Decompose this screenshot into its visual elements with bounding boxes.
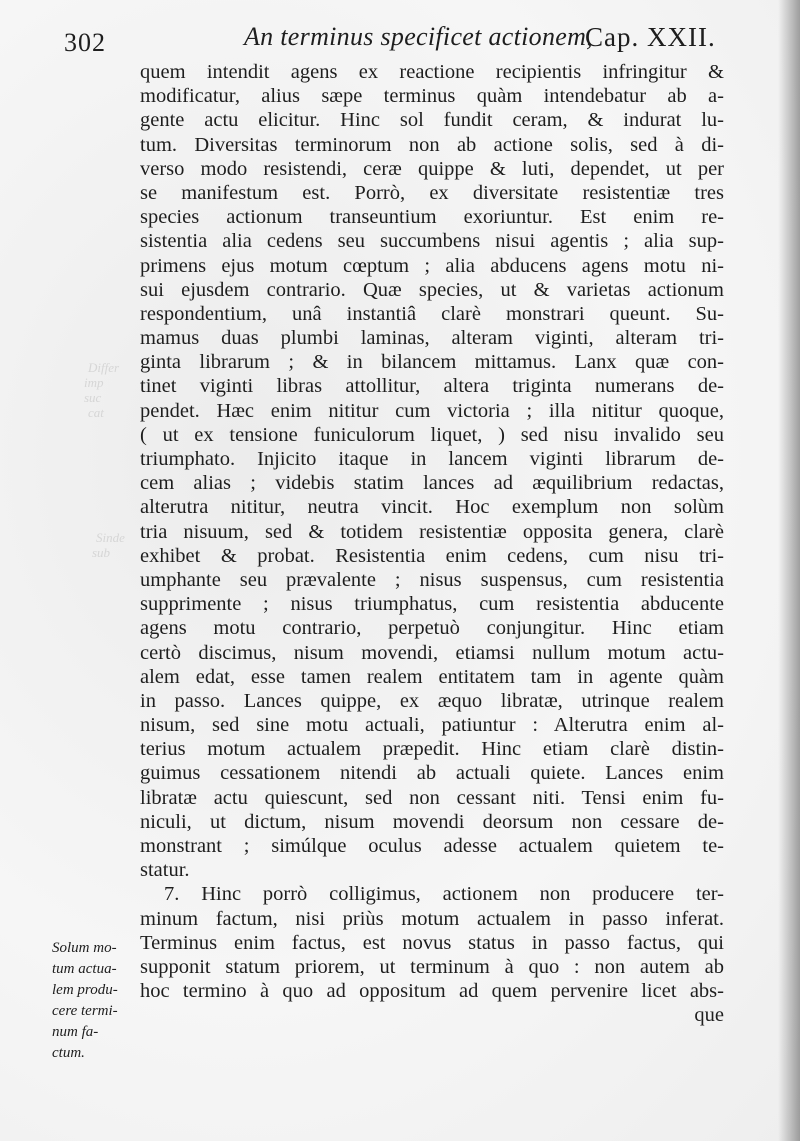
text-line: modificatur, alius sæpe terminus quàm intendebatur ab a-: [140, 85, 724, 108]
text-line: alterutra nititur, neutra vincit. Hoc exemplum non solùm: [140, 496, 724, 519]
text-line: species actionum transeuntium exoriuntur. Est enim re-: [140, 206, 724, 229]
page-number: 302: [64, 28, 106, 57]
text-line: Terminus enim factus, est novus status in passo factus, qui: [140, 931, 724, 954]
text-line: hoc termino à quo ad oppositum ad quem pervenire licet abs-: [140, 980, 724, 1003]
text-line: libratæ actu quiescunt, sed non cessant niti. Tensi enim fu-: [140, 786, 724, 809]
page-header: [0, 18, 800, 58]
text-line: niculi, ut dictum, nisum movendi deorsum non cessare de-: [140, 810, 724, 833]
chapter-heading: Cap. XXII.: [585, 22, 716, 52]
text-line: terius motum actualem præpedit. Hinc etiam clarè distin-: [140, 738, 724, 761]
paragraph-start-line: 7. Hinc porrò colligimus, actionem non producere ter-: [164, 883, 724, 906]
text-line: ( ut ex tensione funiculorum liquet, ) sed nisu invalido seu: [140, 423, 724, 446]
text-line: primens ejus motum cœptum ; alia abducens agens motu ni-: [140, 254, 724, 277]
margin-note-line: Solum mo-: [52, 940, 117, 956]
text-line: monstrant ; simúlque oculus adesse actualem quietem te-: [140, 835, 724, 857]
text-line: tum. Diversitas terminorum non ab actione solis, sed à di-: [140, 133, 724, 156]
text-line: ginta librarum ; & in bilancem mittamus. Lanx quæ con-: [140, 351, 724, 374]
text-line: se manifestum est. Porrò, ex diversitate resistentiæ tres: [140, 181, 724, 204]
text-line: sistentia alia cedens seu succumbens nisui agentis ; alia sup-: [140, 230, 724, 253]
text-line: sui ejusdem contrario. Quæ species, ut & varietas actionum: [140, 278, 724, 301]
text-line: in passo. Lances quippe, ex æquo libratæ, utrinque realem: [140, 689, 724, 712]
text-line: minum factum, nisi priùs motum actualem in passo inferat.: [140, 907, 724, 930]
margin-note-line: tum actua-: [52, 961, 117, 977]
text-line: gente actu elicitur. Hinc sol fundit ceram, & indurat lu-: [140, 109, 724, 132]
catchword: que: [694, 1004, 724, 1027]
text-line: nisum, sed sine motu actuali, patiuntur : Alterutra enim al-: [140, 714, 724, 737]
margin-note-line: cere termi-: [52, 1003, 118, 1019]
bleed-through-text: Sinde: [96, 530, 125, 545]
text-line: supponit statum priorem, ut terminum à quo : non autem ab: [140, 955, 724, 978]
text-line: mamus duas plumbi laminas, alteram viginti, alteram tri-: [140, 327, 724, 350]
bleed-through-text: imp: [84, 375, 104, 390]
text-line: verso modo resistendi, ceræ quippe & luti, dependet, ut per: [140, 157, 724, 180]
margin-note-line: lem produ-: [52, 982, 118, 998]
margin-note: [52, 938, 148, 1064]
text-line: tria nisuum, sed & totidem resistentiæ opposita genera, clarè: [140, 520, 724, 543]
text-line: guimus cessationem nitendi ab actuali quiete. Lances enim: [140, 762, 724, 785]
text-line: umphante seu prævalente ; nisus suspensus, cum resistentia: [140, 568, 724, 591]
margin-note-line: num fa-: [52, 1024, 99, 1040]
text-line: quem intendit agens ex reactione recipientis infringitur &: [140, 61, 724, 83]
text-line: tinet viginti libras attollitur, altera triginta numerans de-: [140, 375, 724, 398]
text-line: alem edat, esse tamen realem entitatem tam in agente quàm: [140, 665, 724, 688]
running-head: An terminus specificet actionem,: [244, 22, 593, 51]
text-line: agens motu contrario, perpetuò conjungitur. Hinc etiam: [140, 617, 724, 640]
text-line: certò discimus, nisum movendi, etiamsi nullum motum actu-: [140, 641, 724, 664]
text-line: cem alias ; videbis statim lances ad æquilibrium redactas,: [140, 472, 724, 495]
bleed-through-text: suc: [84, 390, 102, 405]
margin-note-line: ctum.: [52, 1045, 85, 1061]
text-line: supprimente ; nisus triumphatus, cum resistentia abducente: [140, 593, 724, 616]
text-line: triumphato. Injicito itaque in lancem viginti librarum de-: [140, 448, 724, 470]
body-text: [140, 60, 724, 1028]
text-line: statur.: [140, 859, 190, 882]
text-line: pendet. Hæc enim nititur cum victoria ; illa nititur quoque,: [140, 399, 724, 422]
text-line: exhibet & probat. Resistentia enim cedens, cum nisu tri-: [140, 544, 724, 567]
bleed-through-text: Differ: [88, 360, 120, 375]
text-line: respondentium, unâ instantiâ clarè monstrari queunt. Su-: [140, 302, 724, 325]
bleed-through-text: cat: [88, 405, 104, 420]
bleed-through-text: sub: [92, 545, 111, 560]
